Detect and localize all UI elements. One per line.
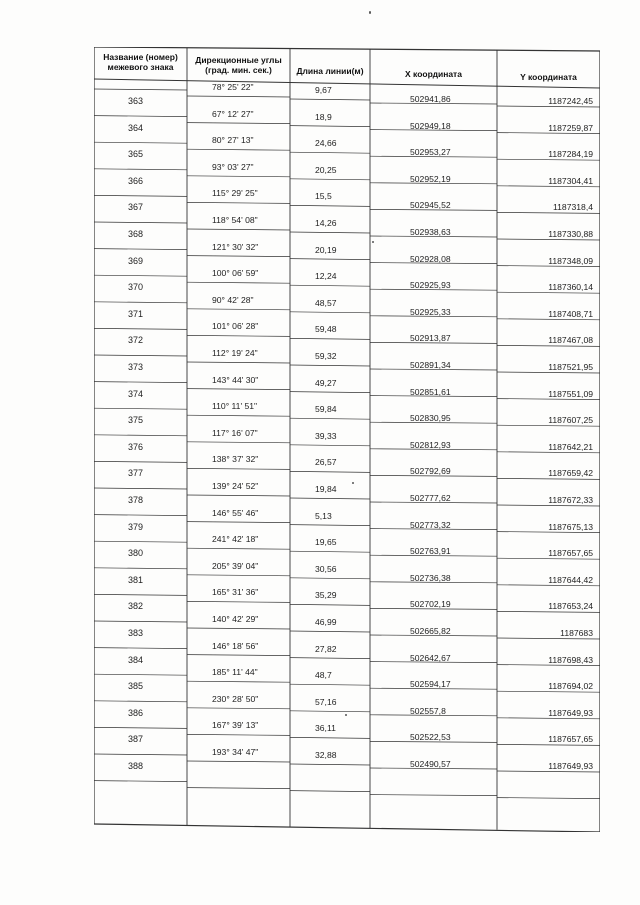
row-line	[290, 711, 370, 712]
row-line	[94, 648, 187, 649]
x-coordinate: 502736,38	[410, 572, 451, 583]
point-id: 373	[128, 362, 144, 372]
direction-angle: 165° 31' 36"	[212, 587, 259, 598]
x-coordinate: 502830,95	[410, 413, 451, 424]
point-id: 366	[128, 175, 144, 186]
row-line	[187, 123, 290, 124]
header-angles: Дирекционные углы (град. мин. сек.)	[195, 55, 282, 75]
row-line	[497, 425, 600, 426]
line-length: 24,66	[315, 138, 337, 149]
row-line	[187, 362, 290, 363]
y-coordinate: 1187360,14	[548, 282, 593, 293]
point-id: 386	[128, 707, 144, 718]
row-line	[187, 601, 290, 602]
row-line	[497, 106, 600, 107]
row-line	[497, 611, 600, 612]
direction-angle: 146° 18' 56"	[212, 640, 259, 651]
table-border-top	[94, 47, 600, 51]
row-line	[497, 478, 600, 479]
direction-angle: 115° 29' 25"	[212, 188, 258, 199]
x-coordinate: 502763,91	[410, 546, 451, 557]
y-coordinate: 1187467,08	[548, 335, 593, 346]
row-line	[497, 345, 600, 346]
x-coordinate: 502953,27	[410, 147, 451, 158]
row-line	[187, 389, 290, 390]
x-coordinate: 502490,57	[410, 759, 451, 769]
row-line	[290, 631, 370, 632]
row-line	[94, 195, 187, 196]
direction-angle: 241° 42' 18"	[212, 534, 259, 545]
point-id: 368	[128, 229, 144, 239]
row-line	[187, 415, 290, 416]
row-line	[497, 585, 600, 586]
line-length: 9,67	[315, 85, 332, 95]
row-line	[497, 505, 600, 506]
line-length: 30,56	[315, 563, 337, 574]
row-line	[497, 399, 600, 400]
row-line	[497, 266, 600, 267]
direction-angle: 193° 34' 47"	[212, 747, 259, 757]
header-length: Длина линии(м)	[296, 66, 364, 76]
row-line	[497, 638, 600, 639]
x-coordinate: 502522,53	[410, 732, 451, 743]
row-line	[497, 744, 600, 745]
row-line	[497, 319, 600, 320]
x-coordinate: 502913,87	[410, 333, 451, 344]
table-border-bottom	[94, 824, 600, 832]
row-line	[497, 372, 600, 373]
x-coordinate: 502945,52	[410, 200, 451, 211]
row-line	[290, 471, 370, 472]
direction-angle: 140° 42' 29"	[212, 614, 259, 624]
line-length: 18,9	[315, 111, 332, 122]
row-line	[187, 256, 290, 257]
scan-speck	[372, 241, 374, 243]
row-line	[290, 498, 370, 499]
row-line	[94, 142, 187, 143]
row-line	[497, 665, 600, 666]
row-line	[94, 594, 187, 595]
row-line	[94, 568, 187, 569]
y-coordinate: 1187521,95	[548, 362, 593, 372]
direction-angle: 185° 11' 44"	[212, 667, 258, 678]
row-line	[290, 205, 370, 206]
direction-angle: 90° 42' 28"	[212, 294, 254, 305]
row-line	[94, 461, 187, 462]
row-line	[290, 525, 370, 526]
y-coordinate: 1187304,41	[548, 175, 593, 186]
row-line	[187, 335, 290, 336]
row-line	[290, 551, 370, 552]
line-length: 59,32	[315, 351, 337, 361]
row-line	[497, 212, 600, 213]
row-line	[187, 655, 290, 656]
point-id: 382	[128, 601, 144, 612]
row-line	[497, 532, 600, 533]
direction-angle: 205° 39' 04"	[212, 560, 259, 571]
point-id: 376	[128, 441, 144, 452]
row-line	[187, 468, 290, 469]
point-id: 383	[128, 628, 144, 638]
row-line	[290, 791, 370, 792]
line-length: 48,57	[315, 297, 337, 308]
point-id: 377	[128, 468, 144, 479]
x-coordinate: 502941,86	[410, 94, 451, 104]
direction-angle: 67° 12' 27"	[212, 108, 254, 119]
row-line	[187, 734, 290, 735]
row-line	[290, 312, 370, 313]
point-id: 378	[128, 495, 144, 505]
y-coordinate: 1187644,42	[548, 574, 593, 585]
direction-angle: 93° 03' 27"	[212, 161, 254, 172]
point-id: 380	[128, 548, 144, 559]
x-coordinate: 502594,17	[410, 679, 451, 690]
row-line	[497, 239, 600, 240]
y-coordinate: 1187649,93	[548, 761, 593, 771]
line-length: 49,27	[315, 377, 337, 388]
line-length: 5,13	[315, 510, 332, 521]
row-line	[94, 515, 187, 516]
point-id: 371	[128, 308, 144, 319]
row-line	[497, 691, 600, 692]
y-coordinate: 1187657,65	[548, 734, 593, 745]
x-coordinate: 502702,19	[410, 599, 451, 610]
point-id: 379	[128, 521, 144, 532]
direction-angle: 167° 39' 13"	[212, 720, 259, 731]
row-line	[290, 338, 370, 339]
row-line	[290, 99, 370, 100]
y-coordinate: 1187242,45	[548, 96, 593, 106]
direction-angle: 112° 19' 24"	[212, 348, 258, 358]
row-line	[187, 96, 290, 97]
row-line	[290, 737, 370, 738]
row-line	[187, 575, 290, 576]
point-id: 372	[128, 335, 144, 346]
line-length: 59,84	[315, 404, 337, 415]
row-line	[94, 674, 187, 675]
y-coordinate: 1187408,71	[548, 308, 593, 319]
y-coordinate: 1187318,4	[553, 202, 593, 213]
direction-angle: 121° 30' 32"	[212, 241, 259, 252]
row-line	[187, 309, 290, 310]
x-coordinate: 502812,93	[410, 439, 451, 450]
line-length: 57,16	[315, 696, 337, 707]
x-coordinate: 502773,32	[410, 519, 451, 530]
x-coordinate: 502925,33	[410, 306, 451, 317]
y-coordinate: 1187698,43	[548, 654, 593, 665]
direction-angle: 100° 06' 59"	[212, 268, 259, 279]
x-coordinate: 502665,82	[410, 626, 451, 636]
line-length: 14,26	[315, 218, 337, 228]
point-id: 385	[128, 681, 144, 692]
row-line	[290, 445, 370, 446]
row-line	[290, 365, 370, 366]
row-line	[94, 169, 187, 170]
row-line	[290, 684, 370, 685]
x-coordinate: 502557,8	[410, 705, 446, 716]
y-coordinate: 1187649,93	[548, 707, 593, 718]
row-line	[94, 781, 187, 782]
row-line	[94, 275, 187, 276]
direction-angle: 117° 16' 07"	[212, 427, 258, 438]
y-coordinate: 1187551,09	[548, 388, 593, 399]
row-line	[370, 795, 497, 796]
row-line	[497, 452, 600, 453]
y-coordinate: 1187284,19	[548, 149, 593, 160]
row-line	[187, 282, 290, 283]
direction-angle: 110° 11' 51"	[212, 401, 258, 412]
line-length: 39,33	[315, 430, 337, 441]
row-line	[94, 89, 187, 90]
line-length: 12,24	[315, 271, 337, 282]
x-coordinate: 502925,93	[410, 280, 451, 291]
table-grid	[94, 47, 600, 832]
row-line	[187, 202, 290, 203]
y-coordinate: 1187259,87	[548, 122, 593, 133]
row-line	[187, 681, 290, 682]
line-length: 15,5	[315, 191, 332, 202]
row-line	[94, 328, 187, 329]
row-line	[187, 176, 290, 177]
point-id: 370	[128, 282, 144, 293]
line-length: 32,88	[315, 750, 337, 760]
direction-angle: 146° 55' 46"	[212, 507, 259, 518]
y-coordinate: 1187607,25	[548, 415, 593, 426]
direction-angle: 118° 54' 08"	[212, 215, 258, 225]
row-line	[290, 152, 370, 153]
x-coordinate: 502938,63	[410, 227, 451, 237]
line-length: 20,19	[315, 244, 337, 255]
row-line	[94, 701, 187, 702]
point-id: 381	[128, 574, 144, 585]
row-line	[290, 764, 370, 765]
coordinates-table	[94, 47, 600, 832]
x-coordinate: 502949,18	[410, 120, 451, 131]
y-coordinate: 1187683	[560, 628, 593, 638]
point-id: 388	[128, 761, 144, 771]
row-line	[290, 604, 370, 605]
x-coordinate: 502952,19	[410, 173, 451, 184]
row-line	[187, 708, 290, 709]
row-line	[497, 718, 600, 719]
line-length: 46,99	[315, 617, 337, 627]
line-length: 26,57	[315, 457, 337, 468]
line-length: 35,29	[315, 590, 337, 601]
row-line	[497, 133, 600, 134]
point-id: 365	[128, 149, 144, 160]
row-line	[187, 522, 290, 523]
line-length: 48,7	[315, 670, 332, 681]
row-line	[187, 442, 290, 443]
row-line	[94, 727, 187, 728]
row-line	[290, 259, 370, 260]
x-coordinate: 502851,61	[410, 386, 451, 397]
y-coordinate: 1187672,33	[548, 495, 593, 505]
direction-angle: 78° 25' 22"	[212, 82, 254, 92]
y-coordinate: 1187642,21	[548, 441, 593, 452]
point-id: 384	[128, 654, 144, 665]
row-line	[497, 771, 600, 772]
x-coordinate: 502792,69	[410, 466, 451, 477]
y-coordinate: 1187657,65	[548, 548, 593, 559]
y-coordinate: 1187675,13	[548, 521, 593, 532]
scan-speck	[345, 714, 347, 716]
direction-angle: 80° 27' 13"	[212, 135, 254, 146]
direction-angle: 230° 28' 50"	[212, 693, 259, 704]
row-line	[94, 621, 187, 622]
line-length: 59,48	[315, 324, 337, 335]
row-line	[290, 578, 370, 579]
header-x: X координата	[405, 69, 462, 79]
direction-angle: 139° 24' 52"	[212, 481, 259, 491]
y-coordinate: 1187330,88	[548, 229, 593, 239]
row-line	[94, 488, 187, 489]
row-line	[94, 408, 187, 409]
line-length: 20,25	[315, 164, 337, 175]
y-coordinate: 1187659,42	[548, 468, 593, 479]
header-name: Название (номер) межевого знака	[103, 52, 178, 72]
row-line	[290, 232, 370, 233]
row-line	[187, 628, 290, 629]
row-line	[290, 418, 370, 419]
row-line	[497, 292, 600, 293]
row-line	[497, 798, 600, 799]
x-coordinate: 502928,08	[410, 253, 451, 264]
row-line	[94, 249, 187, 250]
row-line	[187, 495, 290, 496]
row-line	[497, 558, 600, 559]
row-line	[94, 355, 187, 356]
row-line	[187, 149, 290, 150]
point-id: 364	[128, 122, 144, 133]
row-line	[290, 285, 370, 286]
row-line	[187, 548, 290, 549]
row-line	[290, 658, 370, 659]
row-line	[187, 761, 290, 762]
row-line	[94, 382, 187, 383]
x-coordinate: 502642,67	[410, 652, 451, 663]
line-length: 19,65	[315, 537, 337, 548]
row-line	[94, 116, 187, 117]
row-line	[497, 159, 600, 160]
direction-angle: 143° 44' 30"	[212, 374, 259, 385]
line-length: 27,82	[315, 643, 337, 654]
y-coordinate: 1187348,09	[548, 255, 593, 266]
row-line	[187, 788, 290, 789]
direction-angle: 138° 37' 32"	[212, 454, 259, 465]
row-line	[290, 392, 370, 393]
point-id: 375	[128, 415, 144, 426]
row-line	[187, 229, 290, 230]
row-line	[94, 302, 187, 303]
row-line	[497, 186, 600, 187]
scan-speck	[369, 11, 371, 14]
y-coordinate: 1187694,02	[548, 681, 593, 692]
line-length: 36,11	[315, 723, 336, 734]
row-line	[94, 541, 187, 542]
point-id: 387	[128, 734, 144, 745]
point-id: 367	[128, 202, 144, 213]
row-line	[94, 435, 187, 436]
x-coordinate: 502891,34	[410, 360, 451, 370]
header-y: Y координата	[520, 72, 577, 82]
x-coordinate: 502777,62	[410, 493, 451, 503]
point-id: 369	[128, 255, 144, 266]
row-line	[94, 222, 187, 223]
point-id: 374	[128, 388, 144, 399]
row-line	[290, 179, 370, 180]
direction-angle: 101° 06' 28"	[212, 321, 259, 332]
row-line	[290, 126, 370, 127]
y-coordinate: 1187653,24	[548, 601, 593, 612]
point-id: 363	[128, 96, 144, 106]
scan-speck	[352, 482, 354, 484]
line-length: 19,84	[315, 484, 337, 494]
row-line	[94, 754, 187, 755]
